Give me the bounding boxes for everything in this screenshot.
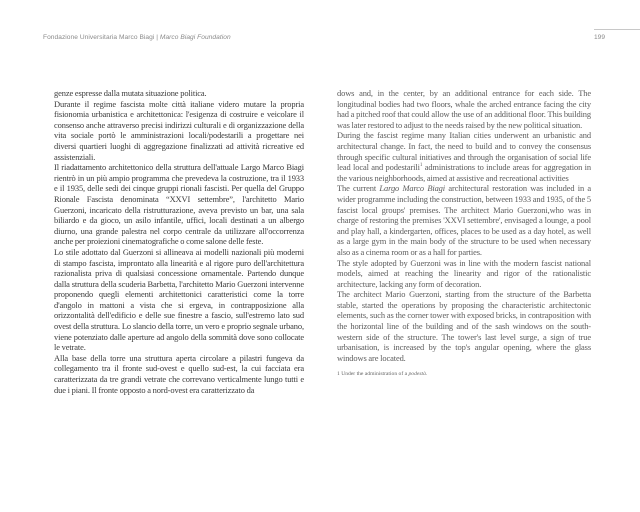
page-number: 199 — [594, 34, 606, 41]
paragraph: The architect Mario Guerzoni, starting from the structure of the Barbetta stable, started the operations by proposing the characteristic architectonic elements, such as the corner tower with exposed bricks, in contraposition with the horizontal line of the building and of the sash windows on the south-western side of the structure. The tower's last level surge, a sign of true urbanisation, is increased by the top's angular opening, where the glass windows are located. — [337, 289, 591, 363]
paragraph-text: architectural restoration was included in a wider programme including the construction, between 1933 and 1935, of the 5 fascist local groups' premises. The architect Mario Guerzoni,who was in charge of restoring the premises 'XXVI settembre', envisaged a lounge, a pool and play hall, a kindergarten, offices, places to be used as a day hotel, as well as a large gym in the main body of the structure to be used when necessary also as a cinema room or as a hall for parties. — [337, 183, 592, 257]
footnote — [337, 371, 591, 378]
paragraph: Il riadattamento architettonico della struttura dell'attuale Largo Marco Biagi rientrò in un più ampio programma che prevedeva la costruzione, tra il 1933 e il 1935, delle sedi dei cinque gruppi rionali fascisti. Per quella del Gruppo Rionale Fascista denominata “XXVI settembre”, l'architetto Mario Guerzoni, incaricato della ristrutturazione, aveva previsto un bar, una sala biliardo e da gioco, un asilo infantile, uffici, locali destinati a un albergo diurno, una grande palestra nel corpo centrale da utilizzare all'occorrenza anche per proiezioni cinematografiche o come salone delle feste. — [54, 162, 304, 247]
footnote-text: Under the administration of a — [339, 371, 409, 378]
foundation-name-english: Marco Biagi Foundation — [159, 34, 231, 41]
header-rule — [594, 29, 640, 30]
english-text-column — [337, 88, 591, 378]
paragraph — [337, 130, 591, 183]
header-foundation-title — [43, 34, 231, 41]
paragraph: The style adopted by Guerzoni was in line with the modern fascist national models, aimed at reaching the linearity and rigor of the rationalistic architecture, lacking any form of decoration. — [337, 257, 591, 289]
paragraph: Alla base della torre una struttura aperta circolare a pilastri fungeva da collegamento tra il fronte sud-ovest e quello sud-est, la cui facciata era caratterizzata da tre grandi vetrate che correvano verticalmente lungo tutti e due i piani. Il fronte opposto a nord-ovest era caratterizzato da — [54, 352, 304, 395]
paragraph-text: The current — [337, 183, 380, 194]
footnote-reference[interactable]: 1 — [419, 163, 423, 169]
place-name: Largo Marco Biagi — [379, 183, 446, 194]
foundation-name-italian: Fondazione Universitaria Marco Biagi — [43, 34, 155, 41]
italian-text-column — [54, 88, 304, 395]
footnote-italic-term: podestà — [408, 371, 426, 378]
paragraph: Durante il regime fascista molte città italiane videro mutare la propria fisionomia urbanistica e architettonica: l'esigenza di costruire e veicolare il consenso anche attraverso precisi indirizzi culturali e di organizzazione della vita sociale portò le amministrazioni locali/podestarili a progettare nei diversi quartieri luoghi di aggregazione finalizzati ad attività ricreative ed assistenziali. — [54, 98, 304, 162]
footnote-end: . — [425, 371, 428, 378]
paragraph: genze espresse dalla mutata situazione politica. — [54, 88, 207, 98]
footnote-number: 1 — [337, 371, 340, 378]
paragraph-text: administrations to include areas for aggregation in the various neighborhoods, aimed at assistive and recreational activities — [337, 162, 592, 183]
paragraph-text: During the fascist regime many Italian cities underwent an urbanistic and architectural change. In fact, the need to build and to convey the consensus through specific cultural initiatives and through the organisation of social life lead local and podestarili — [337, 130, 591, 173]
header-separator: | — [154, 34, 160, 41]
paragraph: dows and, in the center, by an additional entrance for each side. The longitudinal bodies had two floors, whale the arched entrance facing the city had a pitched roof that could allow the use of an additional floor. This building was later restored to adjust to the needs raised by the new political situation. — [337, 88, 591, 130]
paragraph — [337, 183, 591, 257]
paragraph: Lo stile adottato dal Guerzoni si allineava ai modelli nazionali più moderni di stampo fascista, improntato alla linearità e al rigore puro dell'architettura razionalista priva di qualsiasi concessione ornamentale. Partendo dunque dalla struttura della scuderia Barbetta, l'architetto Mario Guerzoni intervenne proponendo quegli elementi architettonici caratteristici come la torre d'angolo in mattoni a vista che si ergeva, in contrapposizione alla orizzontalità dell'edificio e delle sue finestre a fascio, sull'estremo lato sud ovest della struttura. Lo slancio della torre, un vero e proprio segnale urbano, viene potenziato dalle aperture ad angolo della sommità dove sono collocate le vetrate. — [54, 246, 304, 353]
